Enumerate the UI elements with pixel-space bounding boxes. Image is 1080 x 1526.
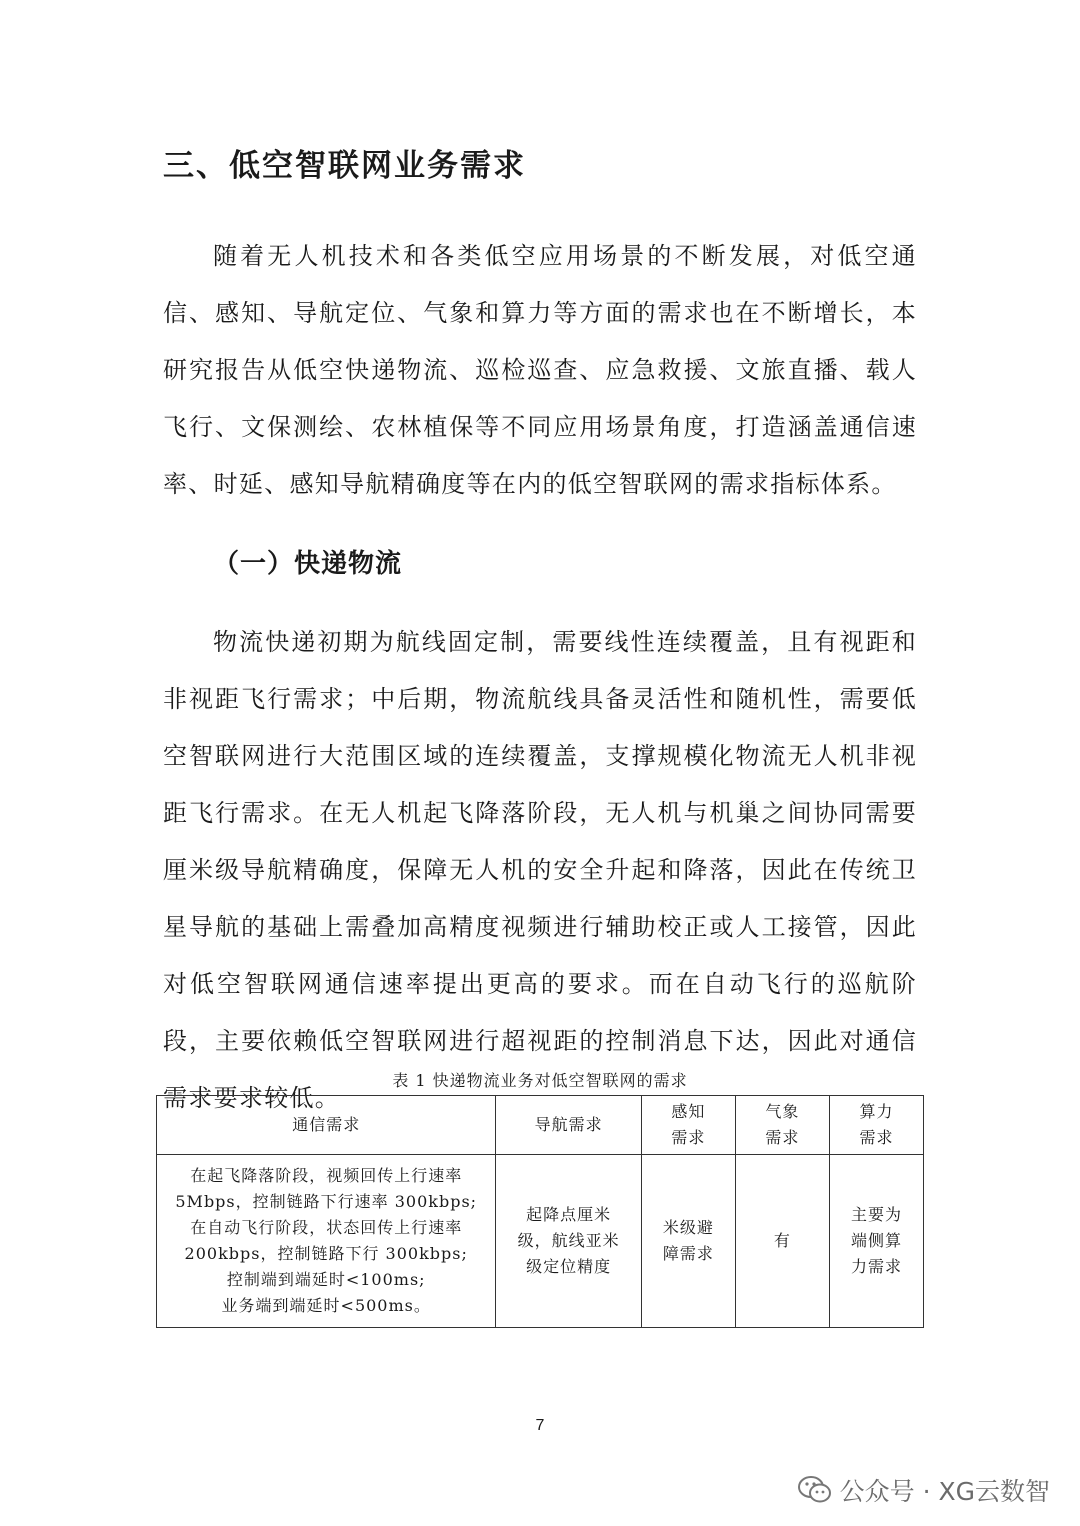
cell-compute (829, 1155, 923, 1328)
table-header-row (157, 1096, 924, 1155)
header-compute (829, 1096, 923, 1155)
cell-line: 障需求 (662, 1244, 714, 1263)
table-row (157, 1155, 924, 1328)
header-sensing-line: 感知 (671, 1102, 706, 1121)
header-weather-line: 需求 (765, 1128, 800, 1147)
page-number: 7 (535, 1417, 545, 1434)
header-communication: 通信需求 (157, 1096, 496, 1155)
cell-line: 力需求 (850, 1257, 902, 1276)
cell-line: 在起飞降落阶段，视频回传上行速率 (190, 1166, 463, 1185)
cell-sensing (641, 1155, 735, 1328)
watermark (798, 1472, 1050, 1508)
subsection-heading: （一）快递物流 (213, 549, 403, 579)
requirements-table (156, 1095, 924, 1328)
header-sensing (641, 1096, 735, 1155)
header-compute-line: 需求 (859, 1128, 894, 1147)
cell-line: 业务端到端延时<500ms。 (221, 1296, 431, 1315)
cell-weather: 有 (735, 1155, 829, 1328)
header-navigation: 导航需求 (496, 1096, 641, 1155)
cell-line: 在自动飞行阶段，状态回传上行速率 (190, 1218, 463, 1237)
cell-line: 控制端到端延时<100ms; (226, 1270, 426, 1289)
cell-line: 端侧算 (850, 1231, 902, 1250)
table-caption: 表 1 快递物流业务对低空智联网的需求 (392, 1071, 688, 1090)
cell-line: 起降点厘米 (526, 1205, 612, 1224)
cell-line: 米级避 (662, 1218, 714, 1237)
cell-navigation (496, 1155, 641, 1328)
header-weather-line: 气象 (765, 1102, 800, 1121)
header-sensing-line: 需求 (671, 1128, 706, 1147)
watermark-text: 公众号 · XG云数智 (839, 1477, 1050, 1506)
intro-paragraph: 随着无人机技术和各类低空应用场景的不断发展，对低空通信、感知、导航定位、气象和算力等方面的需求也在不断增长，本研究报告从低空快递物流、巡检巡查、应急救援、文旅直播、载人飞行、文保测绘、农林植保等不同应用场景角度，打造涵盖通信速率、时延、感知导航精确度等在内的低空智联网的需求指标体系。 (163, 242, 917, 498)
header-compute-line: 算力 (859, 1102, 894, 1121)
cell-line: 级，航线亚米 (517, 1231, 620, 1250)
logistics-paragraph: 物流快递初期为航线固定制，需要线性连续覆盖，且有视距和非视距飞行需求；中后期，物流航线具备灵活性和随机性，需要低空智联网进行大范围区域的连续覆盖，支撑规模化物流无人机非视距飞行需求。在无人机起飞降落阶段，无人机与机巢之间协同需要厘米级导航精确度，保障无人机的安全升起和降落，因此在传统卫星导航的基础上需叠加高精度视频进行辅助校正或人工接管，因此对低空智联网通信速率提出更高的要求。而在自动飞行的巡航阶段，主要依赖低空智联网进行超视距的控制消息下达，因此对通信需求要求较低。 (163, 628, 917, 1112)
section-heading: 三、低空智联网业务需求 (163, 148, 526, 184)
cell-line: 200kbps，控制链路下行 300kbps; (184, 1244, 468, 1263)
header-weather (735, 1096, 829, 1155)
cell-line: 主要为 (850, 1205, 902, 1224)
cell-line: 级定位精度 (526, 1257, 612, 1276)
cell-communication (157, 1155, 496, 1328)
wechat-icon (798, 1475, 832, 1505)
cell-line: 5Mbps，控制链路下行速率 300kbps; (175, 1192, 478, 1211)
